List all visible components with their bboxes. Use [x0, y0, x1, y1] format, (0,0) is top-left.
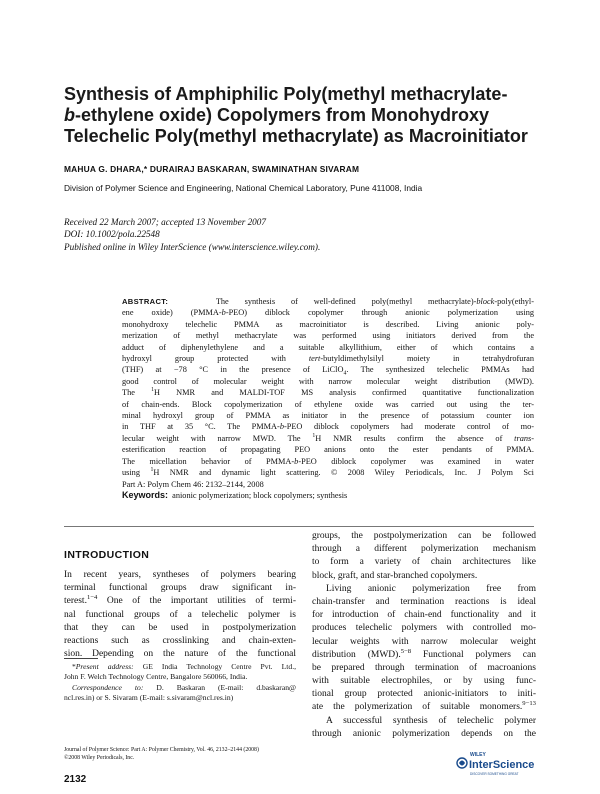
abstract-label: ABSTRACT: [122, 297, 169, 306]
paragraph-line: to form a variety of chain architectures like [312, 557, 536, 568]
footnote-divider [64, 658, 98, 659]
abstract-line: ABSTRACT: The synthesis of well-defined poly(methyl methacrylate)-block-poly(ethyl- [122, 297, 534, 306]
paragraph-line: reactions such as crosslinking and chain-exten- [64, 635, 296, 646]
paragraph-line: sion. Depending on the nature of the functional [64, 649, 296, 660]
logo-wiley-text: WILEY [470, 752, 486, 758]
paragraph-line: A successful synthesis of telechelic polymer [326, 715, 536, 726]
title-line-3: Telechelic Poly(methyl methacrylate) as Macroinitiator [64, 126, 528, 146]
paragraph-line: lecular weights with narrow molecular weight [312, 636, 536, 647]
title-line-2: b-ethylene oxide) Copolymers from Monohydroxy [64, 105, 490, 125]
paragraph-line: tional group protected anionic-initiators to initi- [312, 689, 536, 700]
abstract-line: merization of methyl methacrylate was performed using initiators derived from the [122, 331, 534, 341]
abstract-line: hydroxyl group protected with tert-butyldimethylsilyl moiety in tetrahydrofuran [122, 354, 534, 364]
paragraph-line: terest.$^{1-4}$ One of the important utilities of termi- [64, 594, 296, 607]
paragraph-line: with suitable electrophiles, or by using func- [312, 676, 536, 687]
paragraph-line: block, graft, and star-branched copolymers. [312, 570, 478, 581]
paragraph-line: terminal functional groups draw significant in- [64, 583, 296, 594]
paragraph-line: groups, the postpolymerization can be followed [312, 531, 536, 541]
intro-left-column [64, 549, 296, 661]
abstract [122, 296, 534, 501]
intro-right-column [312, 530, 536, 741]
logo-tagline: DISCOVER SOMETHING GREAT [470, 772, 519, 776]
authors: MAHUA G. DHARA,* DURAIRAJ BASKARAN, SWAMINATHAN SIVARAM [64, 164, 360, 174]
paragraph-line: Living anionic polymerization free from [326, 583, 536, 594]
abstract-line: using $^1$H NMR and dynamic light scattering. © 2008 Wiley Periodicals, Inc. J Polym Sci [122, 467, 534, 478]
article-title [64, 84, 534, 147]
abstract-line: The micellation behavior of PMMA-b-PEO diblock copolymer was examined in water [122, 456, 534, 466]
abstract-line: Part A: Polym Chem 46: 2132–2144, 2008 [122, 479, 264, 489]
paragraph-line: produces telechelic polymers with controlled mo- [312, 623, 536, 634]
keywords: Keywords: anionic polymerization; block copolymers; synthesis [122, 489, 348, 500]
paragraph-line: chain-transfer and termination reactions is ideal [312, 596, 536, 607]
footnote-line: *Present address: GE India Technology Centre Pvt. Ltd., [72, 662, 296, 671]
footnote-line: Correspondence to: D. Baskaran (E-mail: d.baskaran@ [72, 682, 296, 692]
published-online: Published online in Wiley InterScience (www.interscience.wiley.com). [64, 241, 321, 252]
abstract-line: ene oxide) (PMMA-b-PEO) diblock copolymer through anionic polymerization using [122, 308, 534, 318]
footnote-line: John F. Welch Technology Centre, Bangalore 560066, India. [64, 672, 248, 682]
affiliation: Division of Polymer Science and Engineering, National Chemical Laboratory, Pune 411008, India [64, 183, 423, 193]
abstract-line: of chain-ends. Block copolymerization of ethylene oxide was carried out using the ter- [122, 399, 534, 409]
footnotes [64, 662, 296, 704]
paragraph-line: through a different polymerization mechanism [312, 544, 536, 555]
intro-heading: INTRODUCTION [64, 549, 150, 561]
logo-swirl-inner [459, 761, 465, 766]
abstract-line: (THF) at −78 °C in the presence of LiClO$_4$. The synthesized telechelic PMMAs had [122, 365, 534, 378]
journal-line: Journal of Polymer Science: Part A: Polymer Chemistry, Vol. 46, 2132–2144 (2008) [64, 747, 259, 753]
logo-interscience-text: InterScience [469, 759, 535, 771]
copyright-line: ©2008 Wiley Periodicals, Inc. [64, 754, 135, 761]
abstract-line: monohydroxy telechelic PMMA as macroinitiator is described. Living anionic poly- [122, 319, 534, 329]
journal-citation [64, 747, 259, 762]
paragraph-line: In recent years, syntheses of polymers bearing [64, 570, 296, 580]
title-line-1: Synthesis of Amphiphilic Poly(methyl methacrylate- [64, 84, 508, 104]
abstract-line: minal hydroxyl group of PMMA as initiator in the presence of potassium counter ion [122, 411, 534, 421]
paragraph-line: distribution (MWD).$^{5-8}$ Functional polymers can [312, 647, 536, 660]
title-line-2-text: -ethylene oxide) Copolymers from Monohydroxy [75, 105, 490, 125]
abstract-line: lecular weight with narrow MWD. The $^1$H NMR results confirm the absence of trans- [122, 433, 534, 443]
paragraph-line: that they can be used in postpolymerization [64, 622, 296, 633]
paragraph-line: ate the polymerization of suitable monomers.$^{9-13}$ [312, 700, 536, 713]
paragraph-line: through anionic polymerization depends on the [312, 728, 536, 739]
abstract-line: adduct of diphenylethylene and a suitable alkyllithium, either of which contains a [122, 342, 534, 352]
paragraph-line: for introduction of chain-end functionality and it [312, 610, 536, 621]
abstract-line: esterification reaction of propagating PEO anions onto the ester pendants of PMMA. [122, 445, 534, 455]
abstract-line: in THF at 35 °C. The PMMA-b-PEO diblock copolymers had moderate control of mo- [122, 422, 534, 432]
publication-dates [64, 216, 320, 253]
abstract-line: good control of molecular weight with narrow molecular weight distribution (MWD). [122, 376, 534, 386]
received-date: Received 22 March 2007; accepted 13 November 2007 [64, 217, 266, 227]
paragraph-line: nal functional groups of a telechelic polymer is [64, 609, 296, 620]
page-number: 2132 [64, 774, 87, 785]
paragraph-line: be prepared through termination of macroanions [312, 662, 536, 673]
section-divider [64, 526, 534, 527]
wiley-interscience-logo [456, 749, 536, 779]
abstract-line: The $^1$H NMR and MALDI-TOF MS analysis confirmed quantitative functionalization [122, 387, 534, 398]
keywords-label: Keywords: [122, 489, 169, 500]
doi: DOI: 10.1002/pola.22548 [64, 229, 160, 240]
footnote-line: ncl.res.in) or S. Sivaram (E-mail: s.sivaram@ncl.res.in) [64, 693, 234, 703]
